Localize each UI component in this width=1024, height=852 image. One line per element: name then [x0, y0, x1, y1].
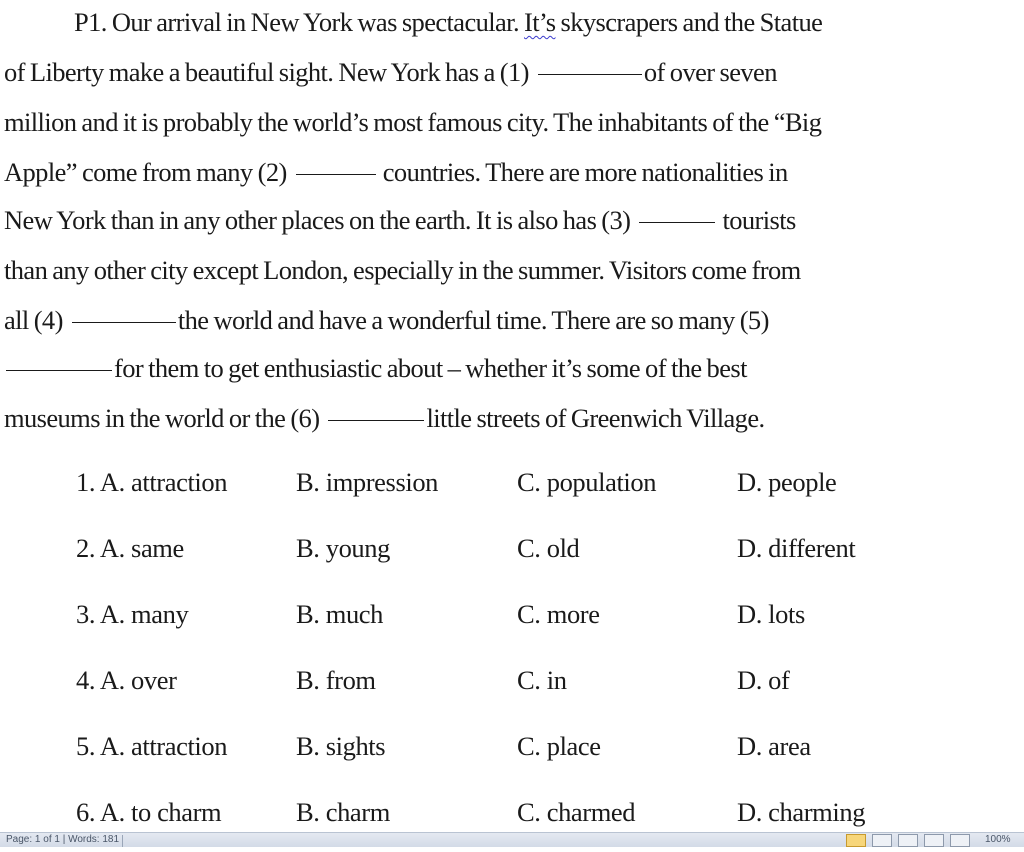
q1-option-c: C. population [517, 467, 657, 497]
q2-option-d: D. different [737, 533, 856, 563]
passage-line-6-text: than any other city except London, especially in the summer. Visitors come from [4, 255, 801, 285]
passage-line-4-before: Apple” come from many (2) [4, 157, 292, 187]
q2-option-c: C. old [517, 533, 580, 563]
passage-line-8-after: for them to get enthusiastic about – whether it’s some of the best [114, 353, 747, 383]
passage-line-4-after: countries. There are more nationalities in [377, 157, 788, 187]
q6-option-c: C. charmed [517, 797, 636, 827]
q3-option-b: B. much [296, 599, 383, 629]
q5-option-a: 5. A. attraction [76, 731, 228, 761]
q1-option-a: 1. A. attraction [76, 467, 228, 497]
zoom-level[interactable]: 100% [985, 834, 1011, 845]
q4-option-a: 4. A. over [76, 665, 177, 695]
q6-option-b: B. charm [296, 797, 390, 827]
view-buttons [846, 834, 976, 846]
q4-option-d: D. of [737, 665, 790, 695]
q2-option-b: B. young [296, 533, 390, 563]
print-layout-view-icon[interactable] [846, 834, 866, 847]
q1-option-b: B. impression [296, 467, 439, 497]
q3-option-d: D. lots [737, 599, 805, 629]
q6-option-a: 6. A. to charm [76, 797, 222, 827]
passage-line-5-before: New York than in any other places on the earth. It is also has (3) [4, 205, 636, 235]
q2-option-a: 2. A. same [76, 533, 184, 563]
q5-option-d: D. area [737, 731, 811, 761]
q4-option-c: C. in [517, 665, 567, 695]
passage-line-9-before: museums in the world or the (6) [4, 403, 325, 433]
q3-option-a: 3. A. many [76, 599, 189, 629]
passage-line-2-before: of Liberty make a beautiful sight. New York has a (1) [4, 57, 534, 87]
passage-line-2-after: of over seven [643, 57, 777, 87]
q1-option-d: D. people [737, 467, 837, 497]
q6-option-d: D. charming [737, 797, 866, 827]
status-divider [122, 835, 123, 847]
spelling-flag-word[interactable]: It’s [524, 7, 556, 37]
passage-line-3-text: million and it is probably the world’s most famous city. The inhabitants of the “Big [4, 107, 822, 137]
q5-option-b: B. sights [296, 731, 386, 761]
q4-option-b: B. from [296, 665, 376, 695]
passage-line-7-after: the world and have a wonderful time. There are so many (5) [177, 305, 769, 335]
web-layout-icon[interactable] [898, 834, 918, 847]
passage-line-9-after: little streets of Greenwich Village. [426, 403, 765, 433]
outline-view-icon[interactable] [924, 834, 944, 847]
q5-option-c: C. place [517, 731, 601, 761]
draft-view-icon[interactable] [950, 834, 970, 847]
passage-line-1-prefix: P1. Our arrival in New York was spectacular. [74, 7, 524, 37]
status-bar [0, 832, 1024, 847]
passage-line-5-after: tourists [717, 205, 796, 235]
q3-option-c: C. more [517, 599, 600, 629]
passage-line-7-before: all (4) [4, 305, 68, 335]
full-screen-reading-icon[interactable] [872, 834, 892, 847]
passage-line-1-suffix: skyscrapers and the Statue [555, 7, 823, 37]
status-page-info[interactable]: Page: 1 of 1 | Words: 181 [6, 834, 120, 845]
